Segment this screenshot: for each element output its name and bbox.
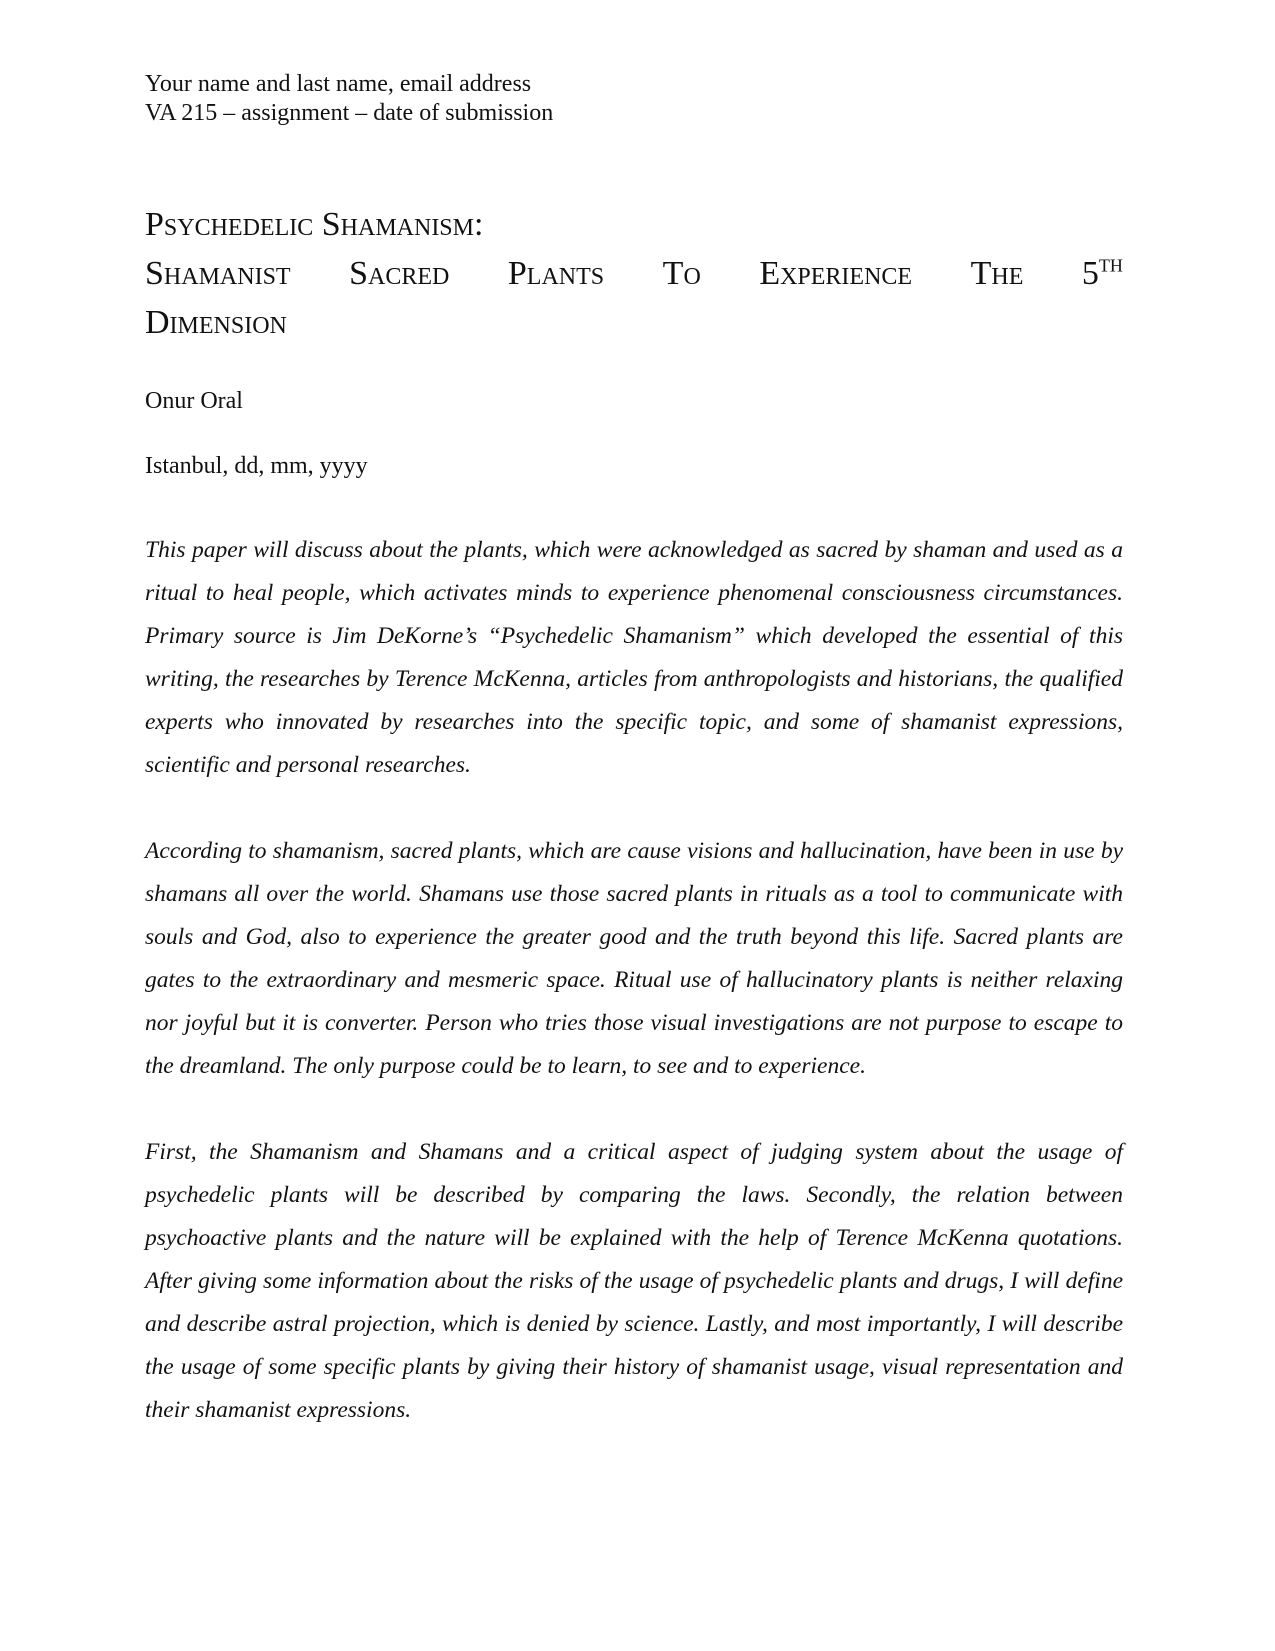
paragraph: First, the Shamanism and Shamans and a critical aspect of judging system about the usage of psychedelic plants will be described by comparing the laws. Secondly, the relation between psychoactive plants and the nature will be explained with the help of Terence McKenna quotations. After giving some information about the risks of the usage of psychedelic plants and drugs, I will define and describe astral projection, which is denied by science. Lastly, and most importantly, I will describe the usage of some specific plants by giving their history of shamanist usage, visual representation and their shamanist expressions. xyxy=(145,1139,1123,1423)
title-ordinal-suffix: TH xyxy=(1098,255,1123,276)
title-word: To xyxy=(662,255,701,292)
place-date: Istanbul, dd, mm, yyyy xyxy=(145,453,368,479)
title-word: Shamanist xyxy=(145,255,291,292)
title-word: The xyxy=(970,255,1024,292)
header-course-line: VA 215 – assignment – date of submission xyxy=(145,100,554,126)
document-title xyxy=(145,200,1123,347)
title-line-3: Dimension xyxy=(145,304,287,341)
header-name-line: Your name and last name, email address xyxy=(145,71,532,97)
abstract xyxy=(145,529,1123,1432)
title-line-1: Psychedelic Shamanism: xyxy=(145,206,484,243)
title-word: Plants xyxy=(507,255,605,292)
title-word-ordinal xyxy=(1082,249,1123,298)
header-block xyxy=(145,70,1123,128)
title-word: Experience xyxy=(759,255,913,292)
author-name: Onur Oral xyxy=(145,388,243,414)
title-ordinal-number: 5 xyxy=(1081,255,1099,292)
paragraph: This paper will discuss about the plants, which were acknowledged as sacred by shaman and used as a ritual to heal people, which activates minds to experience phenomenal consciousness circumstances. Primary source is Jim DeKorne’s “Psychedelic Shamanism” which developed the essential of this writing, the researches by Terence McKenna, articles from anthropologists and historians, the qualified experts who innovated by researches into the specific topic, and some of shamanist expressions, scientific and personal researches. xyxy=(145,537,1123,778)
title-line-2 xyxy=(145,249,1123,298)
paragraph: According to shamanism, sacred plants, which are cause visions and hallucination, have been in use by shamans all over the world. Shamans use those sacred plants in rituals as a tool to communicate with souls and God, also to experience the greater good and the truth beyond this life. Sacred plants are gates to the extraordinary and mesmeric space. Ritual use of hallucinatory plants is neither relaxing nor joyful but it is converter. Person who tries those visual investigations are not purpose to escape to the dreamland. The only purpose could be to learn, to see and to experience. xyxy=(145,838,1123,1079)
title-word: Sacred xyxy=(349,255,450,292)
document-page xyxy=(145,70,1123,1475)
